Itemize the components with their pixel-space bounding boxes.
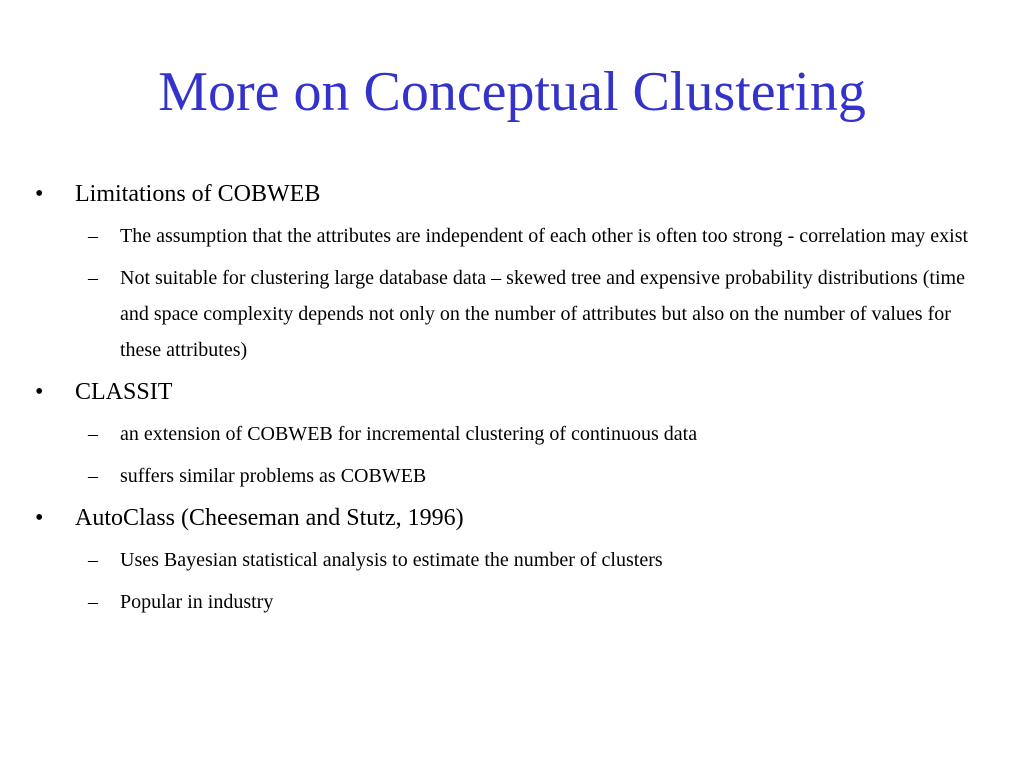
- sub-bullet-item: [0, 458, 1024, 494]
- bullet-icon: •: [35, 181, 44, 207]
- sub-bullet-item: [0, 542, 1024, 578]
- bullet-icon: •: [35, 505, 44, 531]
- sub-bullet-text: Uses Bayesian statistical analysis to estimate the number of clusters: [120, 549, 663, 571]
- bullet-text: CLASSIT: [75, 379, 173, 405]
- dash-icon: –: [88, 465, 98, 487]
- dash-icon: –: [88, 225, 98, 247]
- bullet-icon: •: [35, 379, 44, 405]
- sub-bullet-item: [0, 260, 1024, 368]
- dash-icon: –: [88, 549, 98, 571]
- sub-bullet-item: [0, 584, 1024, 620]
- sub-bullet-text: Popular in industry: [120, 591, 274, 613]
- bullet-item: [0, 374, 1024, 410]
- dash-icon: –: [88, 591, 98, 613]
- sub-bullet-text: an extension of COBWEB for incremental clustering of continuous data: [120, 423, 698, 445]
- bullet-item: [0, 176, 1024, 212]
- slide-body: [0, 176, 1024, 626]
- sub-bullet-text: suffers similar problems as COBWEB: [120, 465, 427, 487]
- sub-bullet-item: [0, 416, 1024, 452]
- slide-title: More on Conceptual Clustering: [158, 61, 866, 123]
- sub-bullet-text: Not suitable for clustering large database data – skewed tree and expensive probability distributions (time and space complexity depends not only on the number of attributes but also on the number of values for these attributes): [120, 267, 965, 361]
- sub-bullet-text: The assumption that the attributes are independent of each other is often too strong - correlation may exist: [120, 225, 969, 247]
- bullet-text: AutoClass (Cheeseman and Stutz, 1996): [75, 505, 464, 531]
- bullet-item: [0, 500, 1024, 536]
- dash-icon: –: [88, 423, 98, 445]
- dash-icon: –: [88, 267, 98, 289]
- bullet-text: Limitations of COBWEB: [75, 181, 321, 207]
- sub-bullet-item: [0, 218, 1024, 254]
